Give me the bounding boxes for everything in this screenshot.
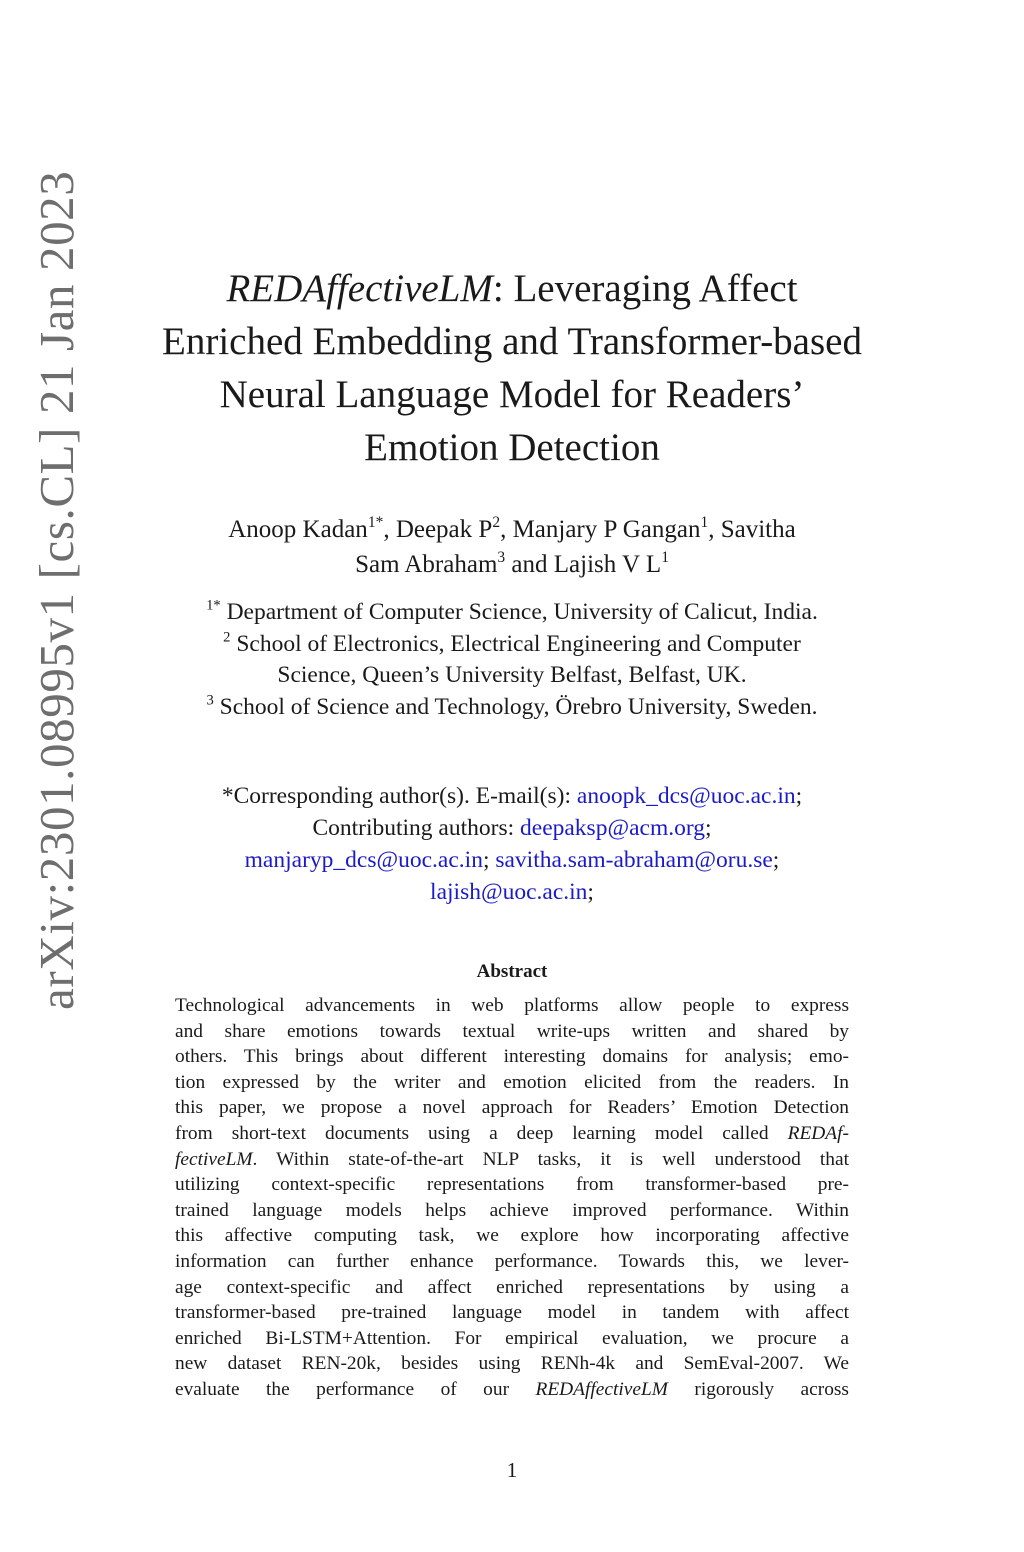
contributing-emails-line: lajish@uoc.ac.in;	[430, 879, 594, 905]
affiliation-1: $^{1*}$ Department of Computer Science, University of Calicut, India.	[206, 597, 818, 625]
contributing-emails-line: manjaryp_dcs@uoc.ac.in; savitha.sam-abraham@oru.se;	[244, 847, 780, 873]
author-affiliation-mark: 1	[661, 548, 669, 566]
title-line-2: Enriched Embedding and Transformer-based	[162, 320, 862, 363]
abstract-line: transformer-based pre-trained language model in tandem with affect	[175, 1302, 849, 1324]
abstract-line: from short-text documents using a deep learning model called REDAf-	[175, 1122, 849, 1144]
arxiv-identifier-stamp: arXiv:2301.08995v1 [cs.CL] 21 Jan 2023	[29, 170, 84, 1010]
abstract-line: new dataset REN-20k, besides using RENh-4k and SemEval-2007. We	[175, 1353, 849, 1375]
contact-info	[120, 780, 904, 908]
author-name: Anoop Kadan	[228, 516, 368, 543]
affiliation-2-continued: Science, Queen’s University Belfast, Belfast, UK.	[277, 662, 747, 688]
author-affiliation-mark: 3	[497, 548, 506, 566]
abstract-line: trained language models helps achieve improved performance. Within	[175, 1199, 849, 1221]
author-line-1: Anoop Kadan$^{1*}$, Deepak $P^2$, Manjary P Gangan$^1$, Savitha	[228, 513, 796, 543]
email-link[interactable]: manjaryp_dcs@uoc.ac.in	[244, 847, 483, 873]
abstract-line: fectiveLM. Within state-of-the-art NLP tasks, it is well understood that	[175, 1148, 849, 1170]
abstract-heading: Abstract	[476, 961, 548, 982]
affiliation-2: $^2$ School of Electronics, Electrical Engineering and Computer	[223, 629, 801, 657]
affiliation-3: $^3$ School of Science and Technology, Örebro University, Sweden.	[206, 692, 818, 720]
title-line-1: REDAffectiveLM: Leveraging Affect	[226, 267, 798, 310]
email-link[interactable]: lajish@uoc.ac.in	[430, 879, 588, 905]
page-number: 1	[506, 1458, 518, 1482]
title-line-4: Emotion Detection	[364, 426, 660, 469]
author-affiliation-mark: 1*	[367, 513, 384, 531]
author-name: Sam Abraham	[355, 551, 498, 578]
author-affiliation-mark: 1	[700, 513, 709, 531]
author-list	[120, 512, 904, 582]
abstract-line: age context-specific and affect enriched representations by using a	[175, 1276, 849, 1298]
corresponding-author-line: *Corresponding author(s). E-mail(s): anoopk_dcs@uoc.ac.in;	[221, 783, 803, 809]
abstract-line: utilizing context-specific representations from transformer-based pre-	[175, 1174, 849, 1196]
abstract-line: tion expressed by the writer and emotion elicited from the readers. In	[175, 1071, 849, 1093]
author-name: Deepak P	[395, 516, 493, 543]
title-line-3: Neural Language Model for Readers’	[219, 373, 805, 416]
model-name: REDAffectiveLM	[226, 267, 493, 310]
author-name: Lajish V L	[553, 551, 662, 578]
paper-title	[120, 262, 904, 474]
abstract-line: others. This brings about different interesting domains for analysis; emo-	[175, 1046, 849, 1068]
author-line-2: Sam Abraham$^3$ and Lajish V $L^1$	[355, 548, 669, 578]
abstract-body	[175, 993, 849, 1403]
abstract-line: evaluate the performance of our REDAffectiveLM rigorously across	[175, 1378, 849, 1400]
author-affiliation-mark: 2	[492, 513, 501, 531]
author-name: Manjary P Gangan	[512, 516, 701, 543]
abstract-line: and share emotions towards textual write-ups written and shared by	[175, 1020, 849, 1042]
contributing-authors-line: Contributing authors: deepaksp@acm.org;	[312, 815, 712, 841]
abstract-line: this paper, we propose a novel approach for Readers’ Emotion Detection	[175, 1097, 849, 1119]
email-link[interactable]: deepaksp@acm.org	[520, 815, 706, 841]
abstract-line: this affective computing task, we explore how incorporating affective	[175, 1225, 849, 1247]
email-link[interactable]: savitha.sam-abraham@oru.se	[495, 847, 773, 873]
affiliation-list	[110, 597, 914, 723]
abstract-line: enriched Bi-LSTM+Attention. For empirical evaluation, we procure a	[175, 1327, 849, 1349]
abstract-line: information can further enhance performance. Towards this, we lever-	[175, 1250, 849, 1272]
email-link[interactable]: anoopk_dcs@uoc.ac.in	[576, 783, 796, 809]
abstract-line: Technological advancements in web platforms allow people to express	[175, 995, 849, 1016]
